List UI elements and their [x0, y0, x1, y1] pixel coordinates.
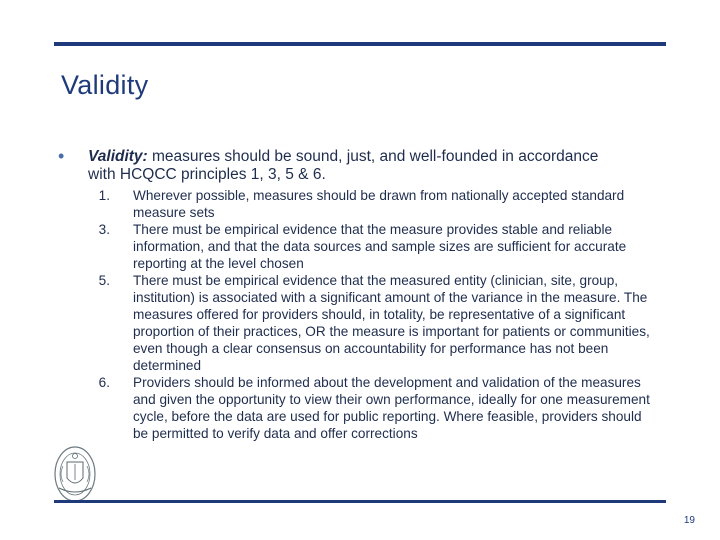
state-seal-icon [53, 444, 97, 504]
list-item-text: Providers should be informed about the development and validation of the measures and given the opportunity to view their own performance, ideally for one measurement cycle, before the data are used for public reporting. Where feasible, providers should be permitted to verify data and offer corrections [133, 375, 650, 441]
page-number: 19 [683, 515, 695, 526]
list-item [90, 187, 660, 221]
bullet-body: measures should be sound, just, and well-founded in accordance with HCQCC principles 1, 3, 5 & 6. [88, 148, 599, 183]
top-rule [54, 42, 666, 46]
slide-title: Validity [61, 70, 149, 100]
bullet-icon: • [58, 146, 65, 166]
bottom-rule [54, 500, 666, 503]
list-item-number: 1. [98, 188, 110, 203]
list-item-number: 3. [98, 222, 110, 237]
bullet-text [88, 148, 608, 184]
list-item-text: Wherever possible, measures should be drawn from nationally accepted standard measure sets [133, 188, 625, 220]
list-item-text: There must be empirical evidence that the measured entity (clinician, site, group, institution) is associated with a significant amount of the variance in the measure. The measures offered for providers should, in totality, be representative of a significant proportion of their practices, OR the measure is important for patients or communities, even though a clear consensus on accountability for performance has not been determined [133, 273, 650, 373]
list-item [90, 374, 660, 442]
list-item-number: 6. [98, 375, 110, 390]
list-item [90, 221, 660, 272]
list-item-text: There must be empirical evidence that the measure provides stable and reliable information, and that the data sources and sample sizes are sufficient for accurate reporting at the level chosen [133, 222, 627, 271]
bullet-label: Validity: [88, 148, 148, 165]
list-item [90, 272, 660, 374]
principles-list [90, 187, 660, 442]
list-item-number: 5. [98, 273, 110, 288]
